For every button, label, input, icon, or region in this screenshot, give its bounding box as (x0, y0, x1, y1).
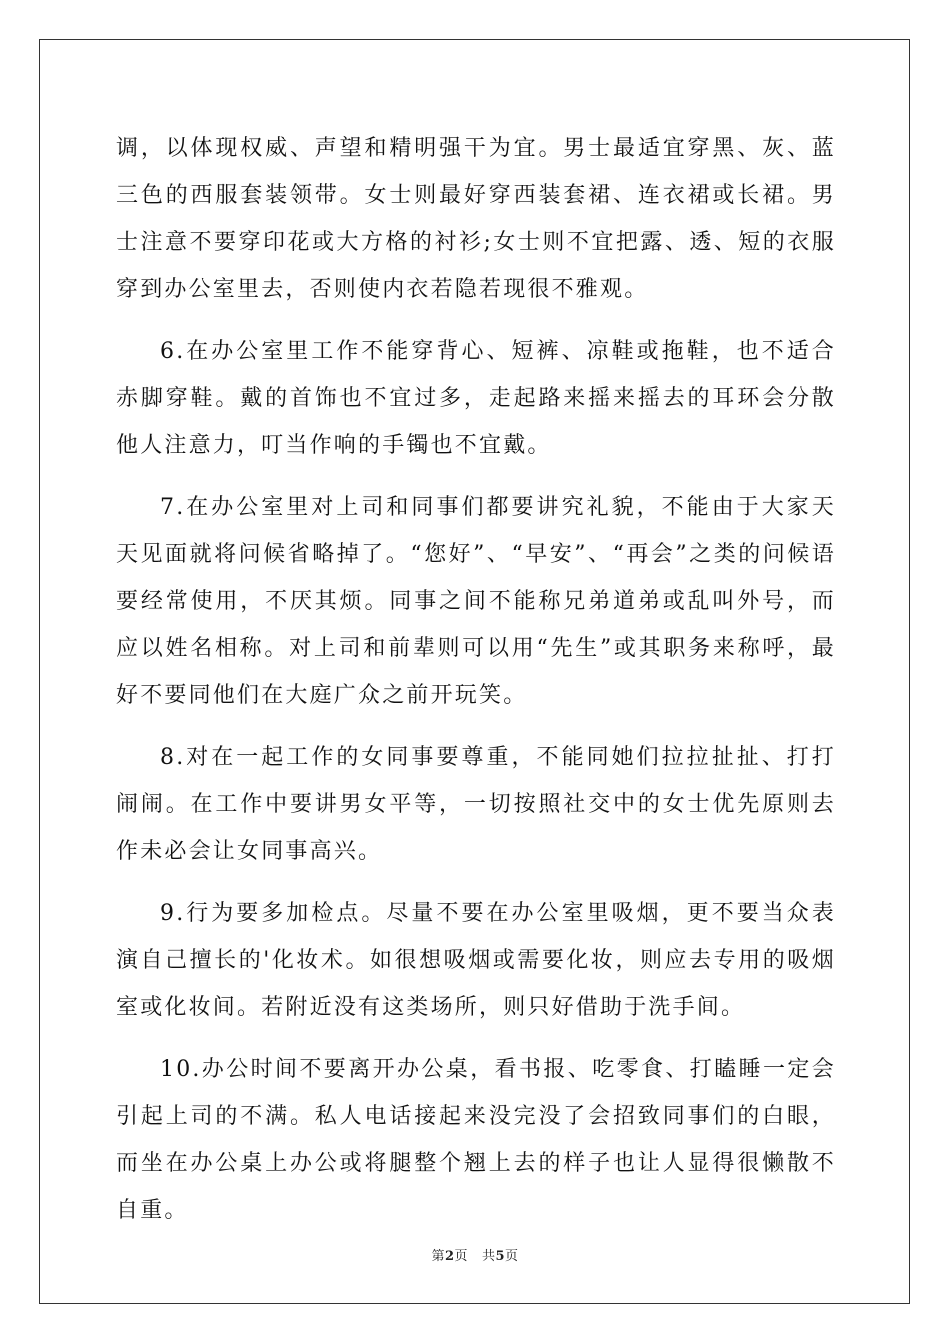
document-body (116, 125, 836, 1249)
paragraph-item-7: 7.在办公室里对上司和同事们都要讲究礼貌，不能由于大家天天见面就将问候省略掉了。“您好”、“早安”、“再会”之类的问候语要经常使用，不厌其烦。同事之间不能称兄弟道弟或乱叫外号，而应以姓名相称。对上司和前辈则可以用“先生”或其职务来称呼，最好不要同他们在大庭广众之前开玩笑。 (116, 495, 836, 708)
paragraph-item-8: 8.对在一起工作的女同事要尊重，不能同她们拉拉扯扯、打打闹闹。在工作中要讲男女平等，一切按照社交中的女士优先原则去作未必会让女同事高兴。 (116, 745, 836, 864)
footer-page-word: 页 (454, 1249, 469, 1264)
page-footer (0, 1245, 950, 1264)
footer-total-pages: 5 (495, 1249, 506, 1264)
footer-total-suffix: 页 (505, 1249, 519, 1264)
paragraph-item-10: 10.办公时间不要离开办公桌，看书报、吃零食、打瞌睡一定会引起上司的不满。私人电话接起来没完没了会招致同事们的白眼，而坐在办公桌上办公或将腿整个翘上去的样子也让人显得很懒散不自重。 (116, 1057, 836, 1223)
paragraph-continued: 调，以体现权威、声望和精明强干为宜。男士最适宜穿黑、灰、蓝三色的西服套装领带。女士则最好穿西装套裙、连衣裙或长裙。男士注意不要穿印花或大方格的衬衫;女士则不宜把露、透、短的衣服穿到办公室里去，否则使内衣若隐若现很不雅观。 (116, 136, 836, 302)
footer-total-prefix: 共 (481, 1249, 496, 1264)
footer-current-page: 2 (444, 1249, 455, 1264)
footer-prefix: 第 (431, 1249, 445, 1264)
paragraph-item-6: 6.在办公室里工作不能穿背心、短裤、凉鞋或拖鞋，也不适合赤脚穿鞋。戴的首饰也不宜过多，走起路来摇来摇去的耳环会分散他人注意力，叮当作响的手镯也不宜戴。 (116, 339, 836, 458)
paragraph-item-9: 9.行为要多加检点。尽量不要在办公室里吸烟，更不要当众表演自己擅长的'化妆术。如很想吸烟或需要化妆，则应去专用的吸烟室或化妆间。若附近没有这类场所，则只好借助于洗手间。 (116, 901, 836, 1020)
